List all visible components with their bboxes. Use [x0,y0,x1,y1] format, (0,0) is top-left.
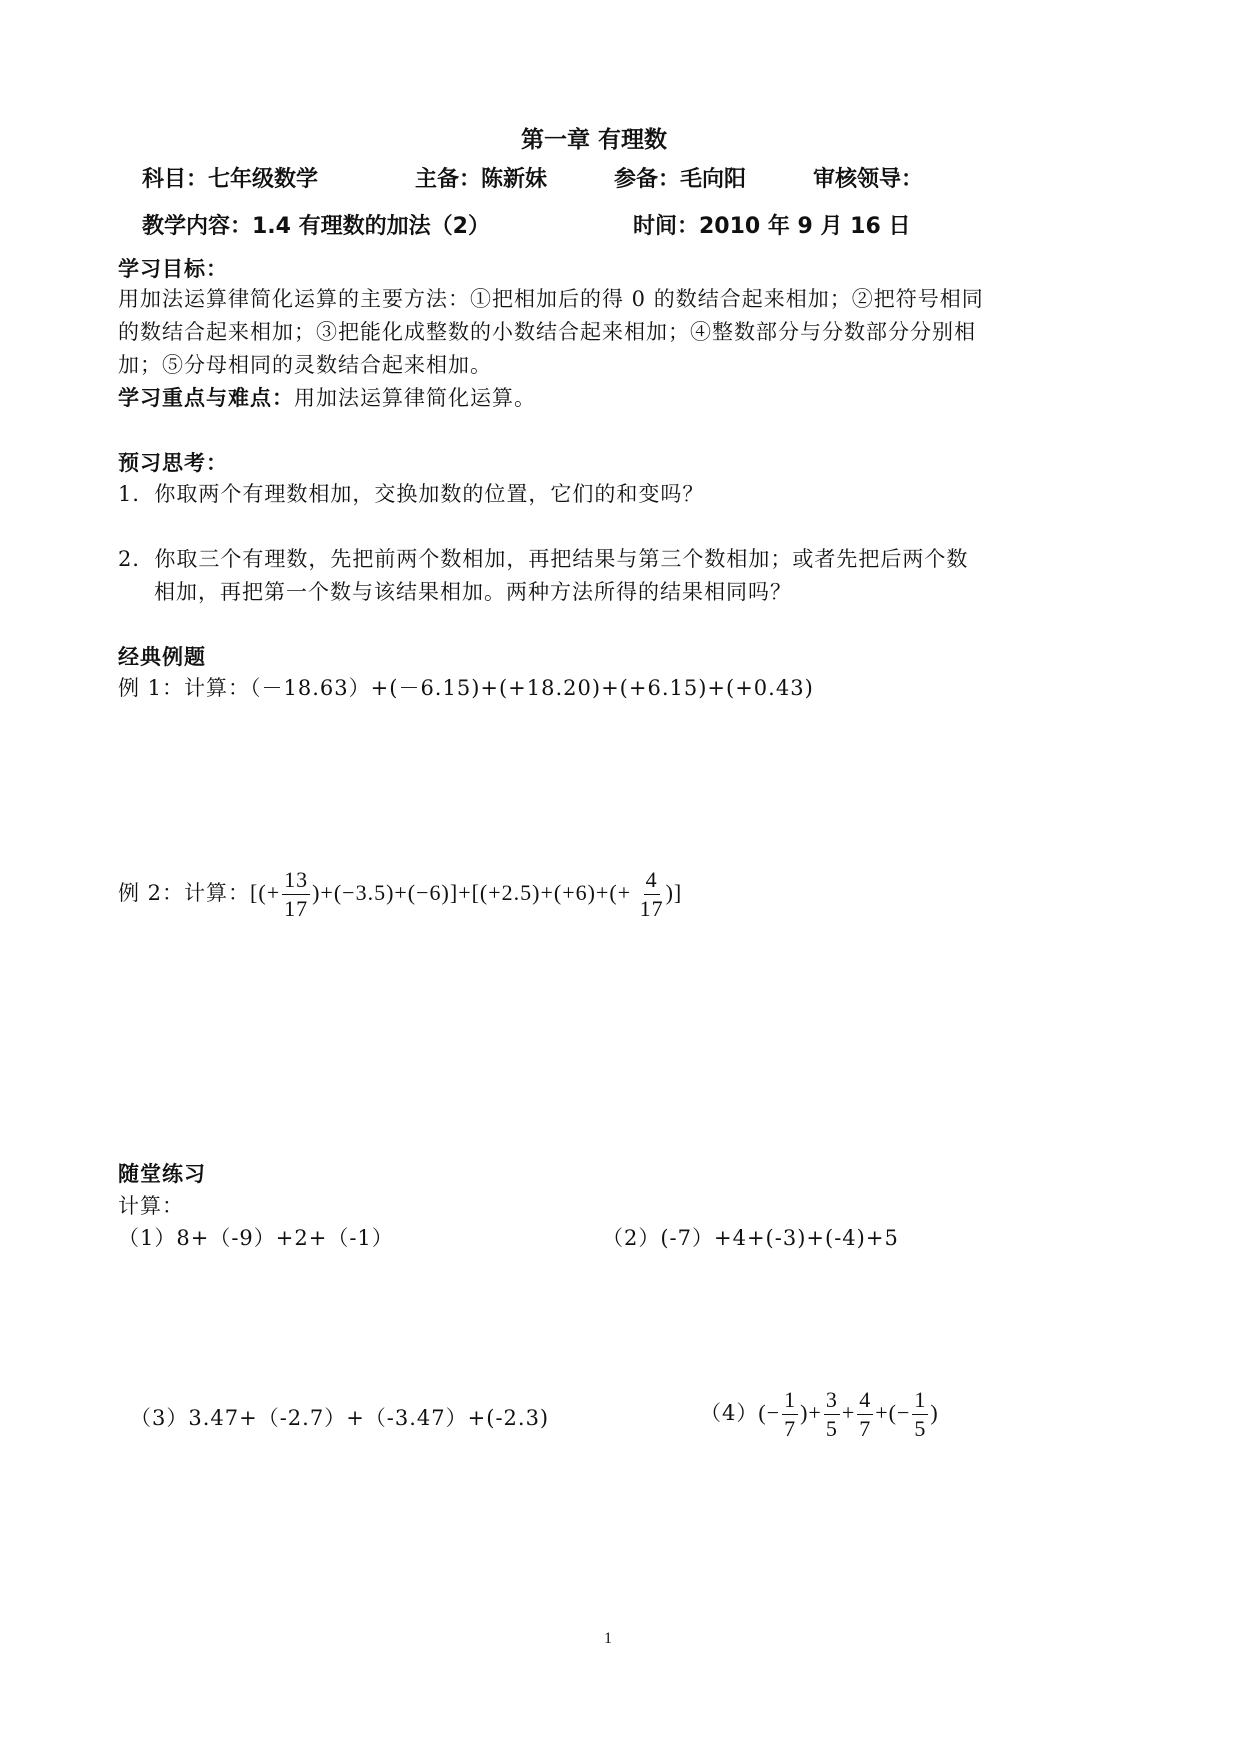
numerator: 13 [282,868,310,895]
numerator: 4 [857,1388,873,1415]
preview-question-2-cont: 相加，再把第一个数与该结果相加。两种方法所得的结果相同吗？ [154,580,792,604]
practice-intro: 计算： [118,1194,184,1218]
denominator: 7 [784,1416,797,1442]
keypoints-text: 用加法运算律简化运算。 [294,386,536,410]
practice-question-1: （1）8+（-9）+2+（-1） [118,1226,394,1250]
fraction [640,868,664,921]
math-text: +(− [875,1400,911,1426]
objectives-heading: 学习目标： [118,257,228,281]
objectives-line: 加；⑤分母相同的灵数结合起来相加。 [118,353,492,377]
subject-label: 科目：七年级数学 [142,167,319,192]
numerator: 3 [824,1388,840,1415]
page-number: 1 [604,1630,612,1647]
preview-question-1: 1．你取两个有理数相加，交换加数的位置，它们的和变吗？ [118,482,705,506]
denominator: 5 [914,1416,927,1442]
assist-teacher-label: 参备：毛向阳 [614,167,747,192]
chapter-title: 第一章 有理数 [521,127,668,153]
math-text: (− [758,1400,781,1426]
numerator: 1 [782,1388,798,1415]
math-text: )+(−3.5)+(−6)]+[(+2.5)+(+6)+(+ [312,880,638,906]
fraction [782,1388,798,1441]
question-number: （4） [700,1401,759,1426]
fraction [824,1388,840,1441]
preview-heading: 预习思考： [118,451,228,475]
numerator: 1 [912,1388,928,1415]
practice-question-4 [700,1388,939,1441]
denominator: 17 [639,896,664,922]
math-text: )] [665,880,683,906]
keypoints [118,382,536,412]
practice-question-2: （2）(-7）+4+(-3)+(-4)+5 [602,1226,899,1250]
keypoints-heading: 学习重点与难点： [118,386,294,410]
objectives-line: 用加法运算律简化运算的主要方法：①把相加后的得 0 的数结合起来相加；②把符号相同 [118,287,984,311]
example-2-prefix: 例 2：计算： [118,881,251,906]
fraction [857,1388,873,1441]
objectives-line: 的数结合起来相加；③把能化成整数的小数结合起来相加；④整数部分与分数部分分别相 [118,320,976,344]
math-text: )+ [800,1400,822,1426]
fraction [282,868,310,921]
denominator: 7 [859,1416,872,1442]
teaching-content-label: 教学内容：1.4 有理数的加法（2） [142,214,490,239]
numerator: 4 [644,868,660,895]
examples-heading: 经典例题 [118,645,206,669]
math-text: [(+ [250,880,281,906]
date-label: 时间：2010 年 9 月 16 日 [633,214,911,239]
denominator: 17 [284,896,309,922]
denominator: 5 [825,1416,838,1442]
example-1: 例 1：计算：（－18.63）+(－6.15)+(+18.20)+(+6.15)+(+0.43) [118,676,814,700]
math-text: + [841,1400,856,1426]
math-text: ) [930,1400,939,1426]
practice-question-3: （3）3.47+（-2.7）+（-3.47）+(-2.3) [130,1406,550,1430]
fraction [912,1388,928,1441]
practice-heading: 随堂练习 [118,1162,206,1186]
preview-question-2: 2．你取三个有理数，先把前两个数相加，再把结果与第三个数相加；或者先把后两个数 [118,547,969,571]
reviewer-label: 审核领导： [813,167,924,192]
example-2 [118,868,682,921]
lead-teacher-label: 主备：陈新妹 [415,167,548,192]
